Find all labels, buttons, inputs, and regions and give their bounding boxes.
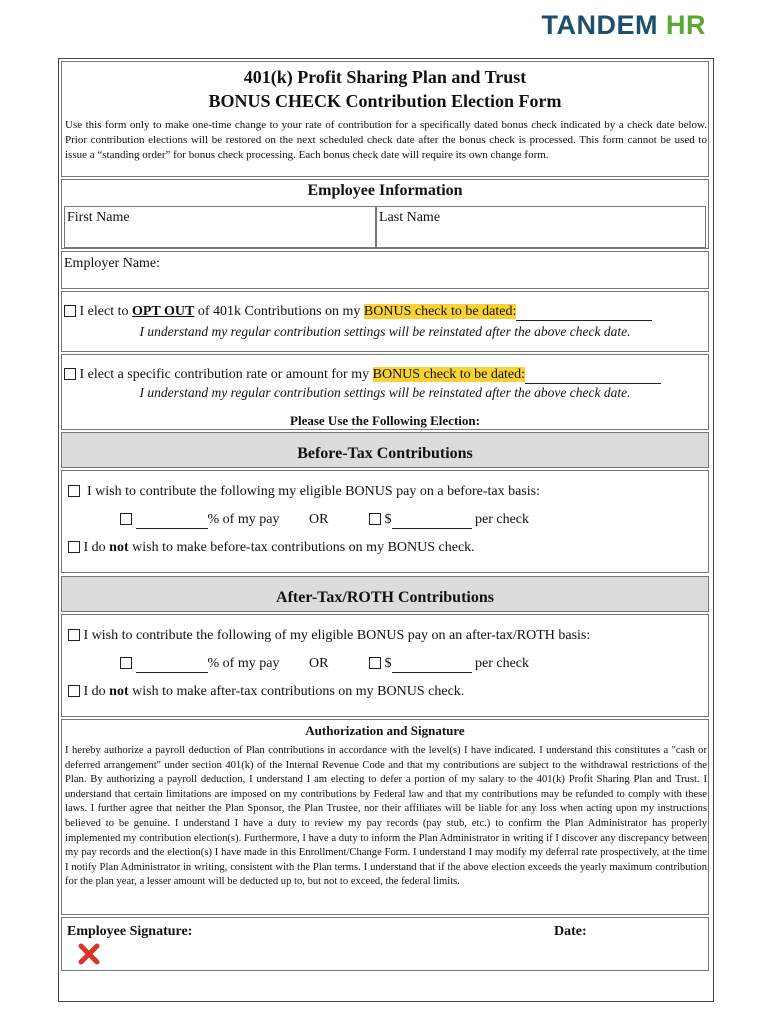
- before-tax-dollar-checkbox[interactable]: [369, 513, 381, 525]
- before-tax-heading: Before-Tax Contributions: [297, 445, 473, 462]
- specific-date-field[interactable]: [525, 367, 661, 384]
- specific-election-checkbox[interactable]: [64, 368, 76, 380]
- employee-info-section: [61, 179, 709, 249]
- authorization-heading: Authorization and Signature: [305, 723, 465, 738]
- after-tax-contribute-checkbox[interactable]: [68, 629, 80, 641]
- last-name-field[interactable]: Last Name: [376, 206, 706, 248]
- specific-election-line: I elect a specific contribution rate or amount for my BONUS check to be dated:: [64, 367, 661, 384]
- before-tax-section: I wish to contribute the following my eligible BONUS pay on a before-tax basis: % of my pay OR $ per check I do not wish to make before-tax contributions on my BONUS check.: [61, 470, 709, 573]
- after-tax-percent-checkbox[interactable]: [120, 657, 132, 669]
- signature-section: [61, 917, 709, 971]
- before-tax-dollar-field[interactable]: [392, 512, 472, 529]
- before-tax-percent-checkbox[interactable]: [120, 513, 132, 525]
- after-tax-dollar-checkbox[interactable]: [369, 657, 381, 669]
- after-tax-decline-checkbox[interactable]: [68, 685, 80, 697]
- opt-out-checkbox[interactable]: [64, 305, 76, 317]
- form-subtitle: BONUS CHECK Contribution Election Form: [208, 91, 562, 111]
- following-election-label: Please Use the Following Election:: [290, 413, 480, 428]
- opt-out-section: [61, 291, 709, 352]
- specific-date-label: BONUS check to be dated:: [372, 367, 526, 382]
- authorization-section: [61, 719, 709, 915]
- form-title: 401(k) Profit Sharing Plan and Trust: [243, 67, 527, 87]
- intro-text: Use this form only to make one-time change to your rate of contribution for a specifically dated bonus check indicated by a check date below. Prior contribution elections will be restored on the next scheduled check date after the bonus check is processed. This form cannot be used to issue a “standing order” for bonus check processing. Each bonus check date will require its own change form.: [65, 119, 707, 161]
- after-tax-dollar-field[interactable]: [392, 656, 472, 673]
- specific-note: I understand my regular contribution settings will be reinstated after the above check date.: [139, 385, 631, 400]
- opt-out-note: I understand my regular contribution settings will be reinstated after the above check date.: [139, 324, 631, 339]
- specific-election-section: [61, 354, 709, 430]
- opt-out-date-label: BONUS check to be dated:: [363, 304, 517, 319]
- opt-out-line: I elect to OPT OUT of 401k Contributions on my BONUS check to be dated:: [64, 304, 652, 321]
- first-name-field[interactable]: First Name: [64, 206, 376, 248]
- signature-x-icon[interactable]: [78, 943, 100, 965]
- after-tax-percent-field[interactable]: [136, 656, 208, 673]
- form-header: [61, 61, 709, 177]
- opt-out-date-field[interactable]: [516, 304, 652, 321]
- after-tax-header: [61, 576, 709, 612]
- after-tax-heading: After-Tax/ROTH Contributions: [276, 589, 494, 606]
- tandem-hr-logo: TANDEM HR: [541, 10, 706, 40]
- employee-info-heading: Employee Information: [307, 182, 463, 199]
- before-tax-decline-checkbox[interactable]: [68, 541, 80, 553]
- authorization-text: I hereby authorize a payroll deduction of Plan contributions in accordance with the level(s) I have indicated. I understand this constitutes a "cash or deferred arrangement" under section 401(k) of the Internal Revenue Code and that my contributions are subject to the withdrawal restrictions of the Plan. By authorizing a payroll deduction, I understand I am electing to defer a portion of my salary to the 401(k) Profit Sharing Plan and Trust. I understand that certain limitations are imposed on my contributions by Federal law and that my contributions may be refunded to comply with these laws. I further agree that neither the Plan Sponsor, the Plan Trustee, nor their affiliates will be liable for any loss when acting upon my instructions believed to be genuine. I understand I have a duty to review my pay records (pay stub, etc.) to confirm the Plan Administrator has properly implemented my contribution election(s). Furthermore, I have a duty to inform the Plan Administrator in writing if I discover any discrepancy between my pay records and the election(s) I have made in this Enrollment/Change Form. I understand I may modify my deferral rate prospectively, at the time I notify Plan Administrator in writing, consistent with the Plan terms. I understand that if the above election exceeds the yearly maximum contribution for the plan year, a lesser amount will be deducted up to, but not to exceed, the federal limits.: [65, 745, 707, 888]
- before-tax-percent-field[interactable]: [136, 512, 208, 529]
- after-tax-section: I wish to contribute the following of my eligible BONUS pay on an after-tax/ROTH basis: % of my pay OR $ per check I do not wish to make after-tax contributions on my BONUS check.: [61, 614, 709, 717]
- employee-signature-label: Employee Signature:: [67, 924, 193, 939]
- before-tax-contribute-checkbox[interactable]: [68, 485, 80, 497]
- before-tax-header: [61, 432, 709, 468]
- employer-name-field[interactable]: Employer Name:: [61, 251, 709, 289]
- date-label: Date:: [554, 924, 587, 939]
